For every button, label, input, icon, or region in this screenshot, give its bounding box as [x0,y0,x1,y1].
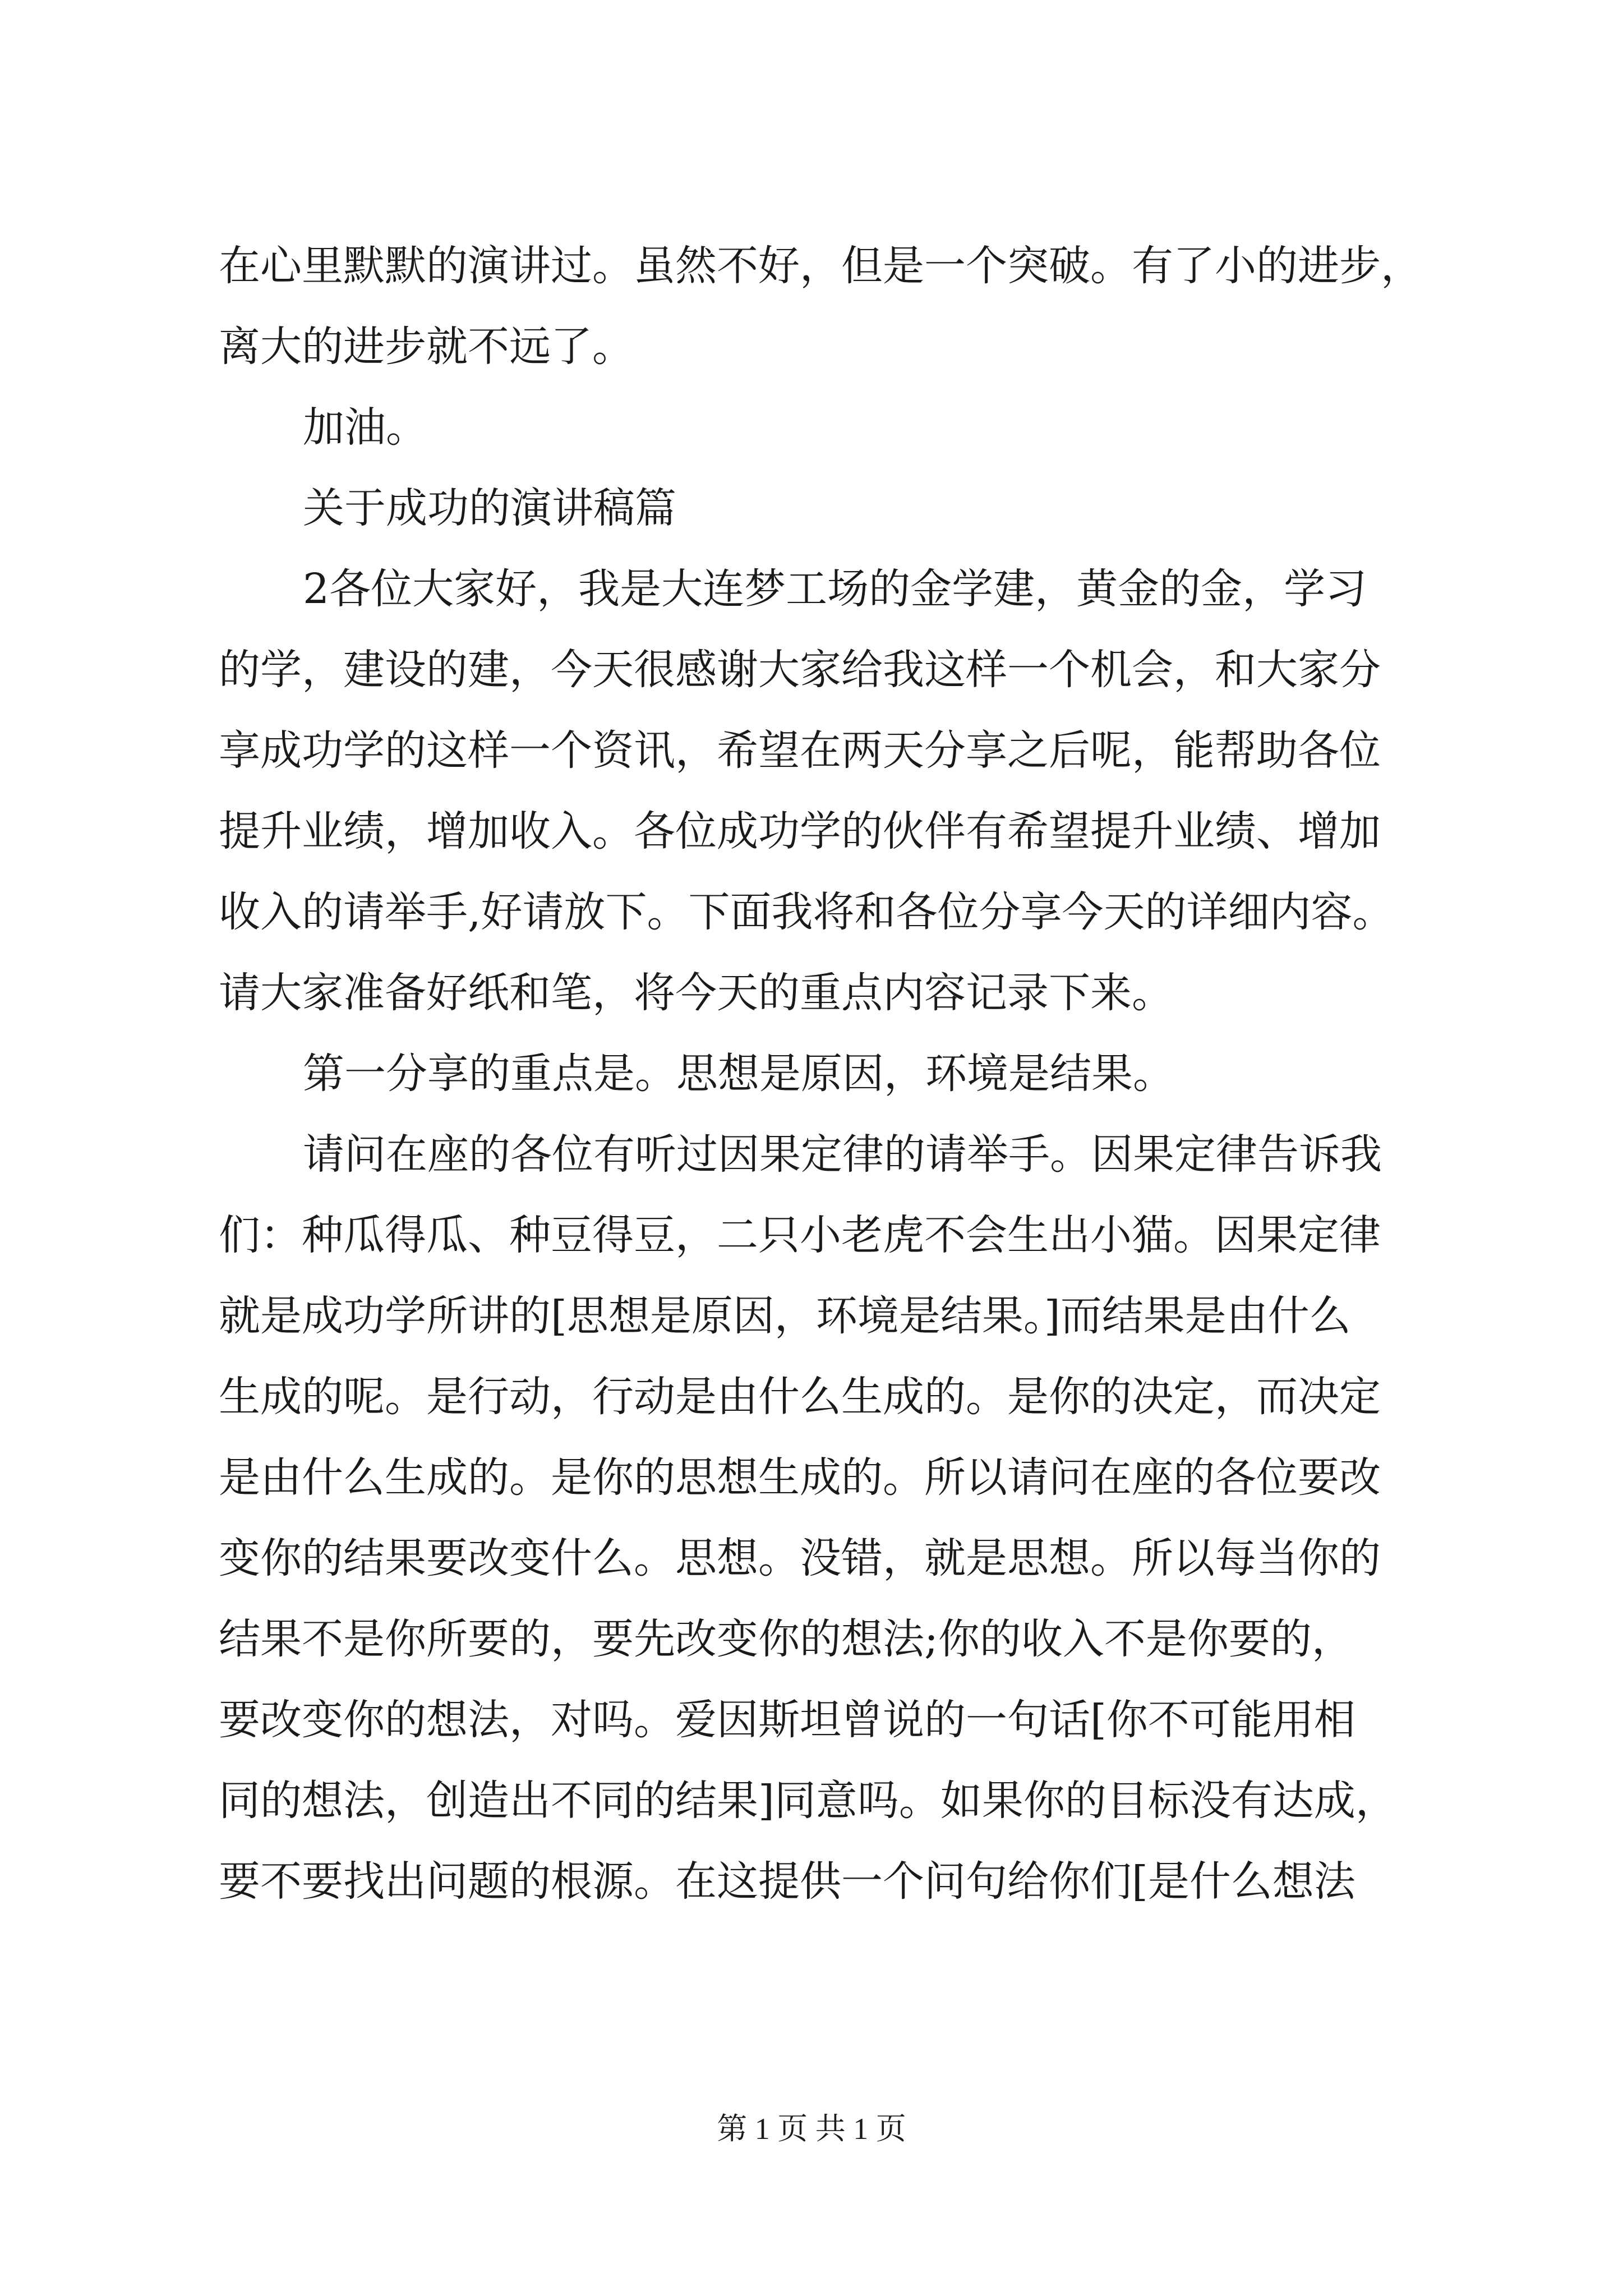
text-line: 变你的结果要改变什么。思想。没错，就是思想。所以每当你的 [219,1534,1381,1582]
text-line: 2各位大家好，我是大连梦工场的金学建，黄金的金，学习 [303,565,1367,613]
section-heading: 关于成功的演讲稿篇 [303,484,676,532]
document-body [219,226,1422,1922]
text-line: 要改变你的想法，对吗。爱因斯坦曾说的一句话[你不可能用相 [219,1696,1355,1744]
text-line: 是由什么生成的。是你的思想生成的。所以请问在座的各位要改 [219,1453,1381,1502]
text-line: 加油。 [303,403,427,452]
text-line: 在心里默默的演讲过。虽然不好，但是一个突破。有了小的进步， [219,242,1422,290]
text-line: 请问在座的各位有听过因果定律的请举手。因果定律告诉我 [303,1130,1382,1179]
text-line: 们：种瓜得瓜、种豆得豆，二只小老虎不会生出小猫。因果定律 [219,1211,1381,1259]
text-line: 要不要找出问题的根源。在这提供一个问句给你们[是什么想法 [219,1857,1355,1906]
text-line: 请大家准备好纸和笔，将今天的重点内容记录下来。 [219,969,1173,1017]
text-line: 收入的请举手,好请放下。下面我将和各位分享今天的详细内容。 [219,888,1394,936]
paragraph [219,226,1422,387]
text-line: 离大的进步就不远了。 [219,323,634,371]
page-indicator: 第 1 页 共 1 页 [717,2112,906,2146]
text-line: 结果不是你所要的，要先改变你的想法;你的收入不是你要的， [219,1615,1353,1663]
text-line: 的学，建设的建，今天很感谢大家给我这样一个机会，和大家分 [219,646,1381,694]
text-line: 第一分享的重点是。思想是原因，环境是结果。 [303,1050,1174,1098]
text-line: 提升业绩，增加收入。各位成功学的伙伴有希望提升业绩、增加 [219,807,1381,855]
text-line: 就是成功学所讲的[思想是原因，环境是结果。]而结果是由什么 [219,1292,1351,1340]
paragraph [219,387,1419,468]
page-footer [0,2109,1623,2148]
text-line: 生成的呢。是行动，行动是由什么生成的。是你的决定，而决定 [219,1373,1381,1421]
text-line: 同的想法，创造出不同的结果]同意吗。如果你的目标没有达成， [219,1777,1397,1825]
paragraph [219,549,1419,1033]
paragraph [219,1033,1419,1114]
paragraph [219,468,1419,549]
text-line: 享成功学的这样一个资讯，希望在两天分享之后呢，能帮助各位 [219,726,1381,775]
paragraph [219,1114,1419,1922]
